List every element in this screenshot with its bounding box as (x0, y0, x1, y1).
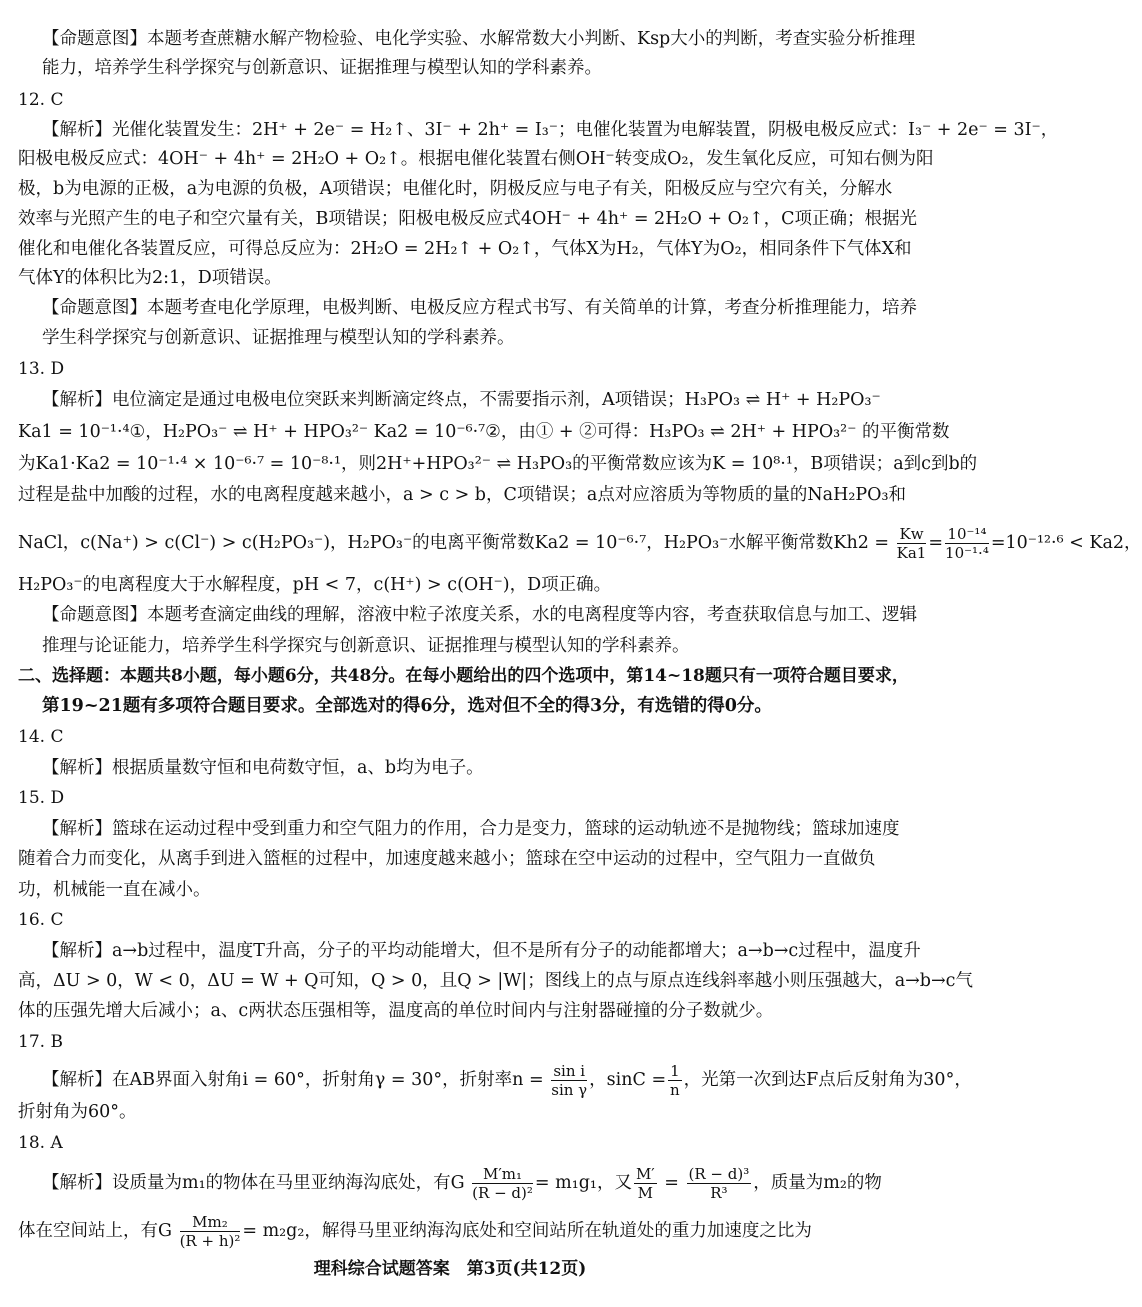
mass-ratio-fraction (634, 1165, 657, 1202)
paragraph-line-with-fraction: 【解析】设质量为m₁的物体在马里亚纳海沟底处，有G $\frac{\text{M′m₁}}{\text{(R − d)²}}$ = m₁g₁，又 $\frac{M'}{M}$ = $\frac{\text{(R − d)³}}{\text{R³}}$ ，质量为m₂的物 (42, 1165, 882, 1202)
paragraph-line: 【解析】在AB界面入射角i = 60°，折射角γ = 30°，折射率n = (42, 1070, 544, 1090)
paragraph-line-with-fraction (42, 1062, 972, 1099)
paragraph-line: 学生科学探究与创新意识、证据推理与模型认知的学科素养。 (42, 328, 515, 348)
fraction-denominator: (R − d)² (472, 1184, 533, 1202)
paragraph-line: 【命题意图】本题考查蔗糖水解产物检验、电化学实验、水解常数大小判断、Ksp大小的判断，考查实验分析推理 (42, 29, 916, 49)
question-number: 18. A (18, 1133, 63, 1153)
paragraph-line: 体的压强先增大后减小；a、c两状态压强相等，温度高的单位时间内与注射器碰撞的分子数就少。 (18, 1001, 774, 1021)
paragraph-line: Ka1 = 10⁻¹·⁴①，H₂PO₃⁻ ⇌ H⁺ + HPO₃²⁻ Ka2 = 10⁻⁶·⁷②，由① + ②可得：H₃PO₃ ⇌ 2H⁺ + HPO₃²⁻ 的平衡常数 (18, 422, 950, 442)
paragraph-line: 极，b为电源的正极，a为电源的负极，A项错误；电催化时，阴极反应与电子有关，阳极反应与空穴有关，分解水 (18, 179, 893, 199)
paragraph-line: 【解析】篮球在运动过程中受到重力和空气阻力的作用，合力是变力，篮球的运动轨迹不是抛物线；篮球加速度 (42, 819, 900, 839)
paragraph-line: 【解析】根据质量数守恒和电荷数守恒，a、b均为电子。 (42, 758, 484, 778)
fraction-mid: ，sinC = (589, 1070, 667, 1090)
value-fraction (945, 525, 989, 562)
question-number: 12. C (18, 90, 64, 110)
paragraph-line: 体在空间站上，有G (18, 1221, 172, 1241)
question-number: 14. C (18, 727, 64, 747)
fraction-denominator: M (637, 1184, 654, 1202)
paragraph-line: 推理与论证能力，培养学生科学探究与创新意识、证据推理与模型认知的学科素养。 (42, 636, 690, 656)
paragraph-line: 【解析】光催化装置发生：2H⁺ + 2e⁻ = H₂↑、3I⁻ + 2h⁺ = I₃⁻；电催化装置为电解装置，阴极电极反应式：I₃⁻ + 2e⁻ = 3I⁻， (42, 120, 1059, 140)
fraction-denominator: n (670, 1081, 680, 1099)
question-number: 13. D (18, 359, 65, 379)
paragraph-line: 为Ka1·Ka2 = 10⁻¹·⁴ × 10⁻⁶·⁷ = 10⁻⁸·¹，则2H⁺+HPO₃²⁻ ⇌ H₃PO₃的平衡常数应该为K = 10⁸·¹，B项错误；a到c到b的 (18, 454, 978, 474)
paragraph-line: 高，ΔU > 0，W < 0，ΔU = W + Q可知，Q > 0，且Q > |W|；图线上的点与原点连线斜率越小则压强越大，a→b→c气 (18, 971, 973, 991)
fraction-denominator: sin γ (551, 1081, 588, 1099)
fraction-denominator: (R + h)² (179, 1232, 241, 1250)
paragraph-line: 功，机械能一直在减小。 (18, 880, 211, 900)
paragraph-line: 能力，培养学生科学探究与创新意识、证据推理与模型认知的学科素养。 (42, 58, 602, 78)
paragraph-line: 催化和电催化各装置反应，可得总反应为：2H₂O = 2H₂↑ + O₂↑，气体X为H₂，气体Y为O₂，相同条件下气体X和 (18, 239, 912, 259)
question-number: 17. B (18, 1032, 63, 1052)
sinc-fraction (668, 1062, 682, 1099)
paragraph-line: 过程是盐中加酸的过程，水的电离程度越来越小，a > c > b，C项错误；a点对应溶质为等物质的量的NaH₂PO₃和 (18, 485, 906, 505)
radius-ratio-fraction (687, 1165, 752, 1202)
paragraph-line: 【解析】a→b过程中，温度T升高，分子的平均动能增大，但不是所有分子的动能都增大；a→b→c过程中，温度升 (42, 941, 921, 961)
paragraph-line: 【命题意图】本题考查电化学原理，电极判断、电极反应方程式书写、有关简单的计算，考查分析推理能力，培养 (42, 298, 917, 318)
paragraph-line: H₂PO₃⁻的电离程度大于水解程度，pH < 7，c(H⁺) > c(OH⁻)，D项正确。 (18, 575, 612, 595)
paragraph-line: NaCl，c(Na⁺) > c(Cl⁻) > c(H₂PO₃⁻)，H₂PO₃⁻的电离平衡常数Ka2 = 10⁻⁶·⁷，H₂PO₃⁻水解平衡常数Kh2 = (18, 533, 890, 553)
fraction-numerator: M′ (635, 1165, 655, 1183)
paragraph-line: 气体Y的体积比为2:1，D项错误。 (18, 268, 282, 288)
paragraph-line: 阳极电极反应式：4OH⁻ + 4h⁺ = 2H₂O + O₂↑。根据电催化装置右侧OH⁻转变成O₂，发生氧化反应，可知右侧为阳 (18, 149, 934, 169)
fraction-numerator: Mm₂ (180, 1213, 241, 1232)
paragraph-line: 随着合力而变化，从离手到进入篮框的过程中，加速度越来越小；篮球在空中运动的过程中，空气阻力一直做负 (18, 849, 876, 869)
fraction-mid: = m₁g₁，又 (534, 1173, 632, 1193)
fraction-tail: =10⁻¹²·⁶ < Ka2， (990, 533, 1142, 553)
fraction-numerator: Kw (897, 525, 927, 544)
fraction-numerator: (R − d)³ (688, 1165, 750, 1183)
paragraph-line: 【命题意图】本题考查滴定曲线的理解，溶液中粒子浓度关系，水的电离程度等内容，考查获取信息与加工、逻辑 (42, 605, 917, 625)
paragraph-line: 【解析】设质量为m₁的物体在马里亚纳海沟底处，有G (42, 1173, 465, 1193)
fraction-numerator: M′m₁ (472, 1165, 533, 1184)
fraction-numerator: 1 (670, 1062, 680, 1080)
page-footer: 理科综合试题答案 第3页(共12页) (313, 1259, 587, 1279)
paragraph-line: 折射角为60°。 (18, 1102, 137, 1122)
paragraph-line: 效率与光照产生的电子和空穴量有关，B项错误；阳极电极反应式4OH⁻ + 4h⁺ = 2H₂O + O₂↑，C项正确；根据光 (18, 209, 918, 229)
fraction-denominator: Ka1 (896, 544, 927, 562)
gravity-fraction-2 (180, 1213, 241, 1250)
fraction-tail: = m₂g₂，解得马里亚纳海沟底处和空间站所在轨道处的重力加速度之比为 (242, 1221, 812, 1241)
question-number: 15. D (18, 788, 65, 808)
fraction-tail: ，光第一次到达F点后反射角为30°， (683, 1070, 972, 1090)
fraction-denominator: 10⁻¹·⁴ (945, 544, 989, 562)
fraction-tail: ，质量为m₂的物 (753, 1173, 882, 1193)
paragraph-line: 【解析】电位滴定是通过电极电位突跃来判断滴定终点，不需要指示剂，A项错误；H₃PO₃ ⇌ H⁺ + H₂PO₃⁻ (42, 390, 881, 410)
refraction-index-fraction (551, 1062, 587, 1099)
paragraph-line-with-fraction: NaCl，c(Na⁺) > c(Cl⁻) > c(H₂PO₃⁻)，H₂PO₃⁻的电离平衡常数Ka2 = 10⁻⁶·⁷，H₂PO₃⁻水解平衡常数Kh2 = $\frac{Kw}{Ka1}$ = $\frac{\text{10⁻¹⁴}}{\text{10⁻¹·⁴}}$ =10⁻¹²·⁶ < Ka2， (18, 525, 1142, 562)
section-heading: 第19~21题有多项符合题目要求。全部选对的得6分，选对但不全的得3分，有选错的得0分。 (42, 696, 772, 716)
kw-ka1-fraction (897, 525, 927, 562)
question-number: 16. C (18, 910, 64, 930)
fraction-numerator: sin i (551, 1062, 587, 1081)
fraction-denominator: R³ (710, 1184, 728, 1202)
section-heading: 二、选择题：本题共8小题，每小题6分，共48分。在每小题给出的四个选项中，第14~18题只有一项符合题目要求， (18, 666, 909, 686)
paragraph-line-with-fraction (18, 1213, 880, 1250)
fraction-numerator: 10⁻¹⁴ (945, 525, 989, 544)
gravity-fraction-1 (472, 1165, 533, 1202)
